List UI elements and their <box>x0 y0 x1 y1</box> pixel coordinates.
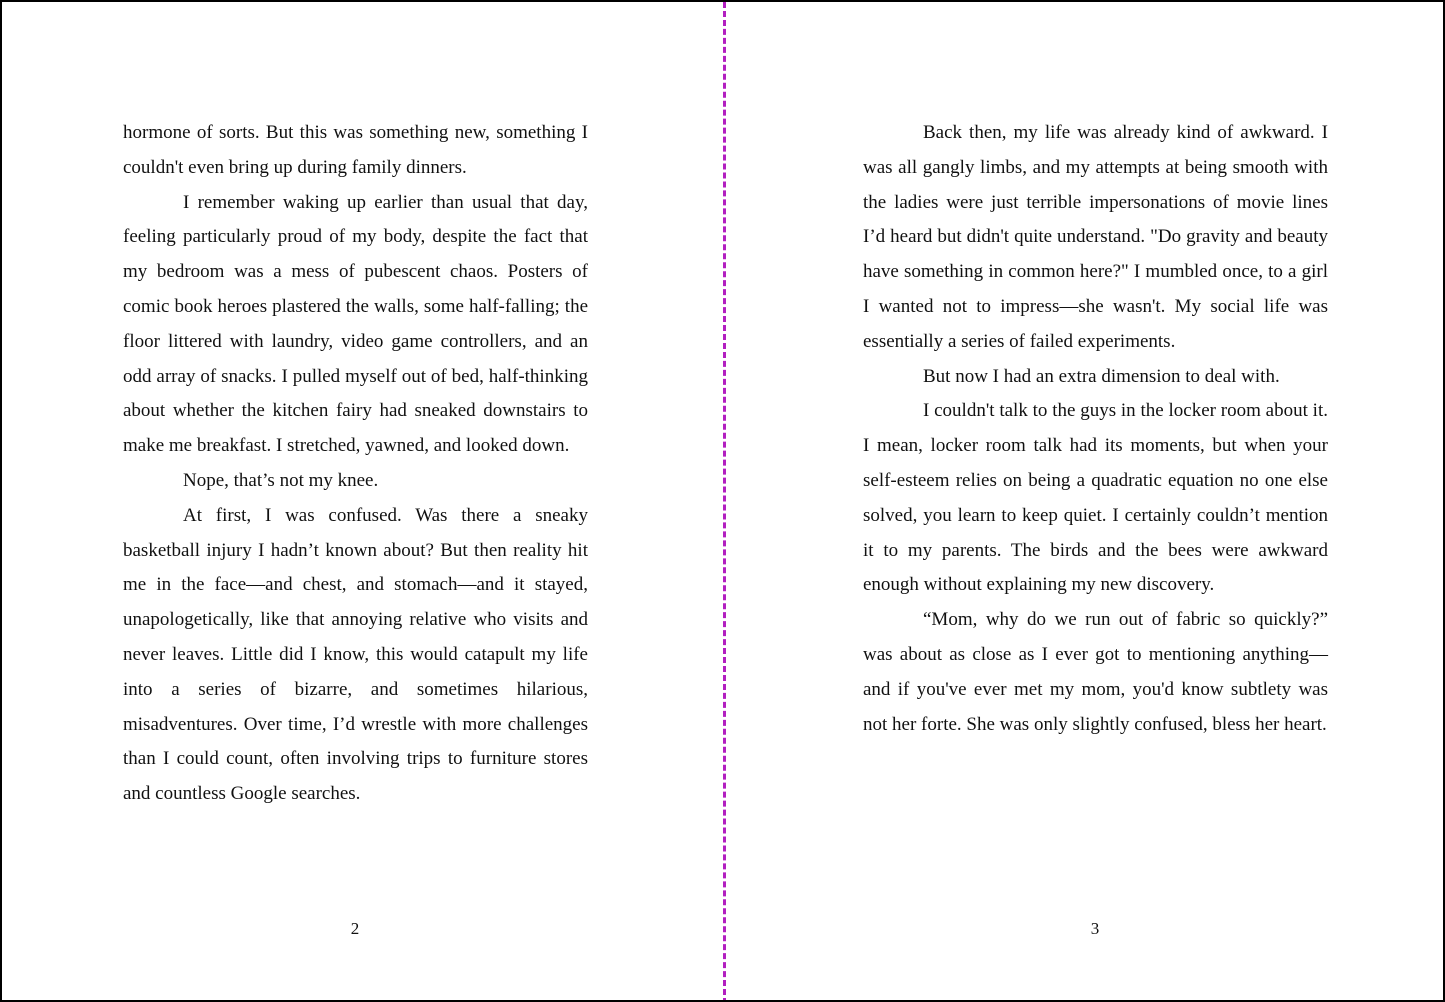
left-page <box>2 2 724 1002</box>
right-page-text <box>863 116 1328 742</box>
paragraph: At first, I was confused. Was there a sneaky basketball injury I hadn’t known about? But then reality hit me in the face—and chest, and stomach—and it stayed, unapologetically, like that annoying relative who visits and never leaves. Little did I know, this would catapult my life into a series of bizarre, and sometimes hilarious, misadventures. Over time, I’d wrestle with more challenges than I could count, often involving trips to furniture stores and countless Google searches. <box>123 504 588 805</box>
paragraph: “Mom, why do we run out of fabric so quickly?” was about as close as I ever got to mentioning anything—and if you've ever met my mom, you'd know subtlety was not her forte. She was only slightly confused, bless her heart. <box>863 609 1328 735</box>
paragraph: I couldn't talk to the guys in the locker room about it. I mean, locker room talk had its moments, but when your self-esteem relies on being a quadratic equation no one else solved, you learn to keep quiet. I certainly couldn’t mention it to my parents. The birds and the bees were awkward enough without explaining my new discovery. <box>863 400 1328 596</box>
page-number: 3 <box>1090 919 1100 938</box>
left-page-text <box>123 116 588 812</box>
right-page <box>725 2 1445 1002</box>
paragraph: hormone of sorts. But this was something new, something I couldn't even bring up during family dinners. <box>123 122 588 178</box>
paragraph: I remember waking up earlier than usual that day, feeling particularly proud of my body, despite the fact that my bedroom was a mess of pubescent chaos. Posters of comic book heroes plastered the walls, some half-falling; the floor littered with laundry, video game controllers, and an odd array of snacks. I pulled myself out of bed, half-thinking about whether the kitchen fairy had sneaked downstairs to make me breakfast. I stretched, yawned, and looked down. <box>123 191 588 457</box>
paragraph: But now I had an extra dimension to deal with. <box>923 365 1280 387</box>
page-number: 2 <box>350 919 360 938</box>
paragraph: Nope, that’s not my knee. <box>183 469 379 491</box>
paragraph: Back then, my life was already kind of awkward. I was all gangly limbs, and my attempts at being smooth with the ladies were just terrible impersonations of movie lines I’d heard but didn't quite understand. "Do gravity and beauty have something in common here?" I mumbled once, to a girl I wanted not to impress—she wasn't. My social life was essentially a series of failed experiments. <box>863 122 1328 352</box>
